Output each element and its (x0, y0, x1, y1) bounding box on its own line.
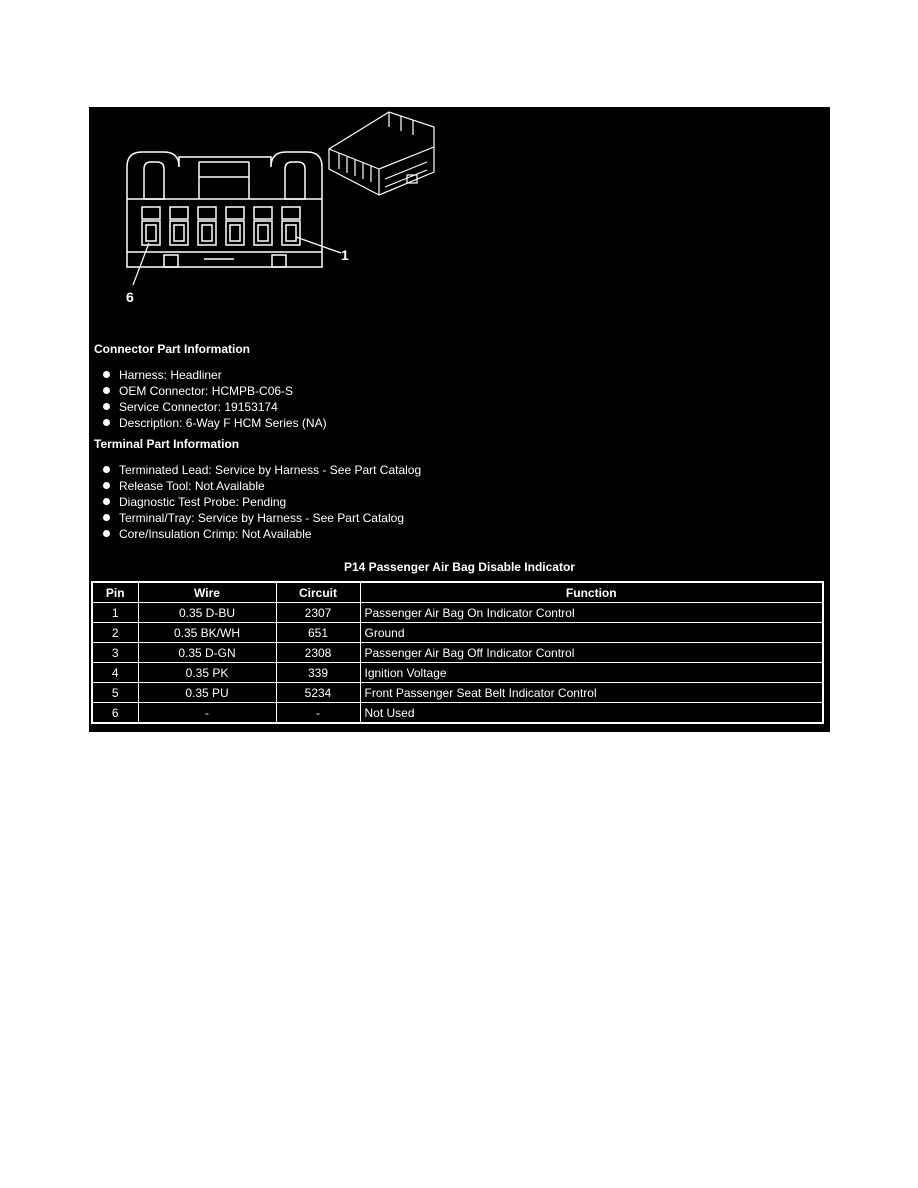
cell-pin: 3 (92, 643, 138, 663)
header-circuit: Circuit (276, 582, 360, 603)
connector-face-drawing (127, 152, 322, 267)
pinout-table-title: P14 Passenger Air Bag Disable Indicator (344, 560, 575, 574)
cell-wire: 0.35 D-GN (138, 643, 276, 663)
pinout-table (91, 581, 824, 724)
cell-circuit: 339 (276, 663, 360, 683)
connector-part-info-list (103, 367, 327, 431)
connector-diagram (89, 107, 830, 317)
cell-function: Front Passenger Seat Belt Indicator Control (360, 683, 823, 703)
cell-wire: 0.35 D-BU (138, 603, 276, 623)
cell-wire: 0.35 BK/WH (138, 623, 276, 643)
cell-circuit: 2307 (276, 603, 360, 623)
table-row (92, 643, 823, 663)
cell-pin: 6 (92, 703, 138, 724)
pin-1-callout: 1 (341, 247, 349, 263)
cell-circuit: - (276, 703, 360, 724)
cell-function: Passenger Air Bag Off Indicator Control (360, 643, 823, 663)
cell-pin: 2 (92, 623, 138, 643)
cell-pin: 4 (92, 663, 138, 683)
cell-wire: 0.35 PK (138, 663, 276, 683)
terminal-part-info-list (103, 462, 421, 542)
cell-function: Ignition Voltage (360, 663, 823, 683)
list-item: Harness: Headliner (103, 367, 327, 383)
cell-circuit: 5234 (276, 683, 360, 703)
cell-pin: 1 (92, 603, 138, 623)
cell-circuit: 2308 (276, 643, 360, 663)
header-pin: Pin (92, 582, 138, 603)
list-item: Diagnostic Test Probe: Pending (103, 494, 421, 510)
connector-isometric-drawing (329, 112, 434, 195)
list-item: Release Tool: Not Available (103, 478, 421, 494)
header-function: Function (360, 582, 823, 603)
cell-function: Ground (360, 623, 823, 643)
connector-part-info-heading: Connector Part Information (94, 342, 251, 356)
header-wire: Wire (138, 582, 276, 603)
table-row (92, 623, 823, 643)
list-item: Core/Insulation Crimp: Not Available (103, 526, 421, 542)
cell-pin: 5 (92, 683, 138, 703)
table-row (92, 663, 823, 683)
cell-wire: - (138, 703, 276, 724)
list-item: Terminated Lead: Service by Harness - See Part Catalog (103, 462, 421, 478)
list-item: OEM Connector: HCMPB-C06-S (103, 383, 327, 399)
cell-circuit: 651 (276, 623, 360, 643)
cell-function: Passenger Air Bag On Indicator Control (360, 603, 823, 623)
list-item: Service Connector: 19153174 (103, 399, 327, 415)
table-header-row (92, 582, 823, 603)
terminal-cavities (142, 207, 300, 245)
list-item: Description: 6-Way F HCM Series (NA) (103, 415, 327, 431)
pin-6-callout: 6 (126, 289, 134, 305)
table-row (92, 603, 823, 623)
cell-wire: 0.35 PU (138, 683, 276, 703)
list-item: Terminal/Tray: Service by Harness - See Part Catalog (103, 510, 421, 526)
table-row (92, 703, 823, 724)
connector-info-panel (89, 107, 830, 732)
cell-function: Not Used (360, 703, 823, 724)
table-row (92, 683, 823, 703)
terminal-part-info-heading: Terminal Part Information (94, 437, 240, 451)
